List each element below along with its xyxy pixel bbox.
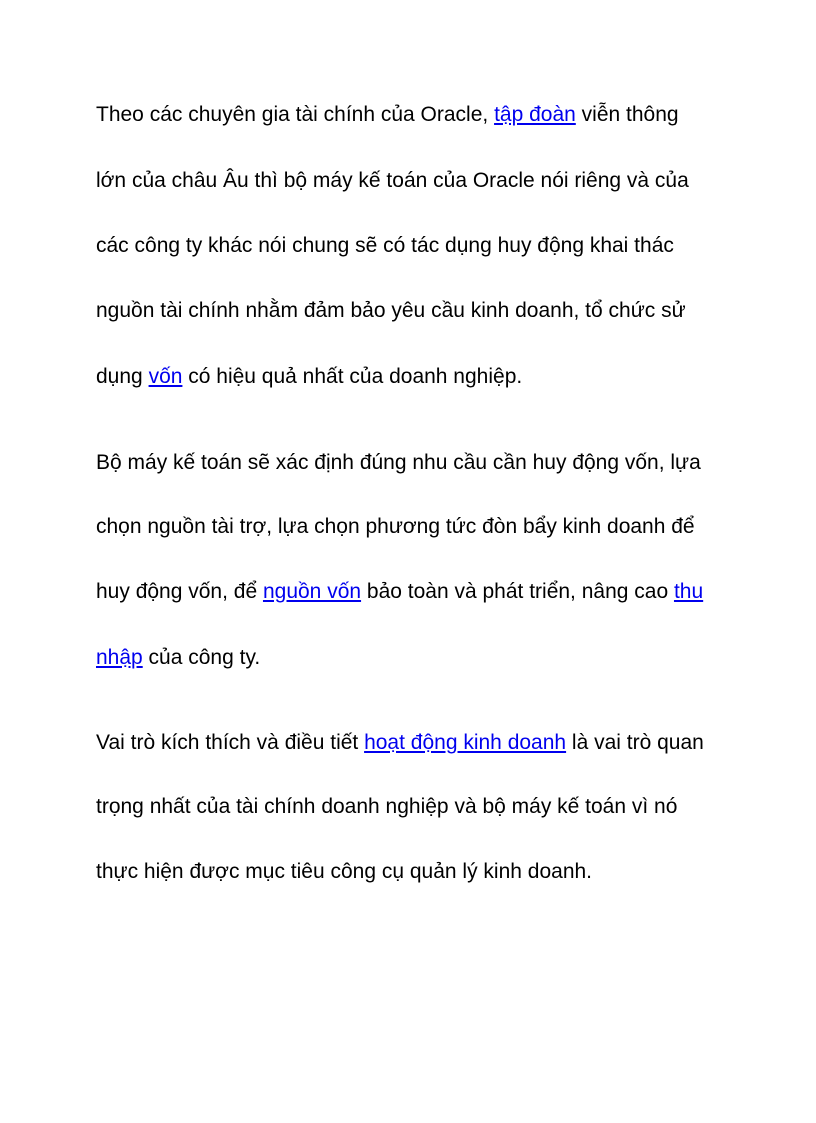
link-nguon-von[interactable]: nguồn vốn — [262, 580, 362, 603]
text-line — [96, 730, 704, 756]
text-line — [96, 298, 686, 324]
text-span: các công ty khác nói chung sẽ có tác dụng huy động khai thác — [96, 234, 674, 257]
text-line — [96, 102, 679, 128]
text-span: của công ty. — [142, 646, 261, 669]
text-span: Theo các chuyên gia tài chính của Oracle, — [96, 103, 495, 126]
text-span: trọng nhất của tài chính doanh nghiệp và bộ máy kế toán vì nó — [96, 795, 678, 818]
text-line — [96, 794, 677, 820]
link-thu-nhap-part2[interactable]: nhập — [96, 646, 143, 669]
text-span: viễn thông — [575, 103, 679, 126]
text-span: chọn nguồn tài trợ, lựa chọn phương tức đòn bẩy kinh doanh để — [96, 515, 695, 538]
text-line — [96, 579, 703, 605]
link-hoat-dong-kinh-doanh[interactable]: hoạt động kinh doanh — [364, 731, 567, 754]
text-span: huy động vốn, để — [96, 580, 263, 603]
text-span: Bộ máy kế toán sẽ xác định đúng nhu cầu cần huy động vốn, lựa — [96, 451, 701, 474]
text-line — [96, 233, 674, 259]
text-span: bảo toàn và phát triển, nâng cao — [361, 580, 674, 603]
link-tap-doan[interactable]: tập đoàn — [494, 103, 576, 126]
text-line — [96, 450, 701, 476]
text-span: lớn của châu Âu thì bộ máy kế toán của Oracle nói riêng và của — [96, 169, 689, 192]
text-line — [96, 168, 689, 194]
text-span: dụng — [96, 365, 149, 388]
text-line — [96, 645, 260, 671]
text-span: thực hiện được mục tiêu công cụ quản lý kinh doanh. — [96, 860, 593, 883]
text-line — [96, 514, 695, 540]
text-line — [96, 859, 592, 885]
link-thu-nhap-part1[interactable]: thu — [673, 580, 704, 603]
text-span: nguồn tài chính nhằm đảm bảo yêu cầu kinh doanh, tổ chức sử — [96, 299, 686, 322]
text-span: là vai trò quan — [566, 731, 704, 754]
link-von[interactable]: vốn — [148, 365, 183, 388]
text-span: Vai trò kích thích và điều tiết — [96, 731, 365, 754]
text-span: có hiệu quả nhất của doanh nghiệp. — [182, 365, 523, 388]
text-line — [96, 364, 522, 390]
